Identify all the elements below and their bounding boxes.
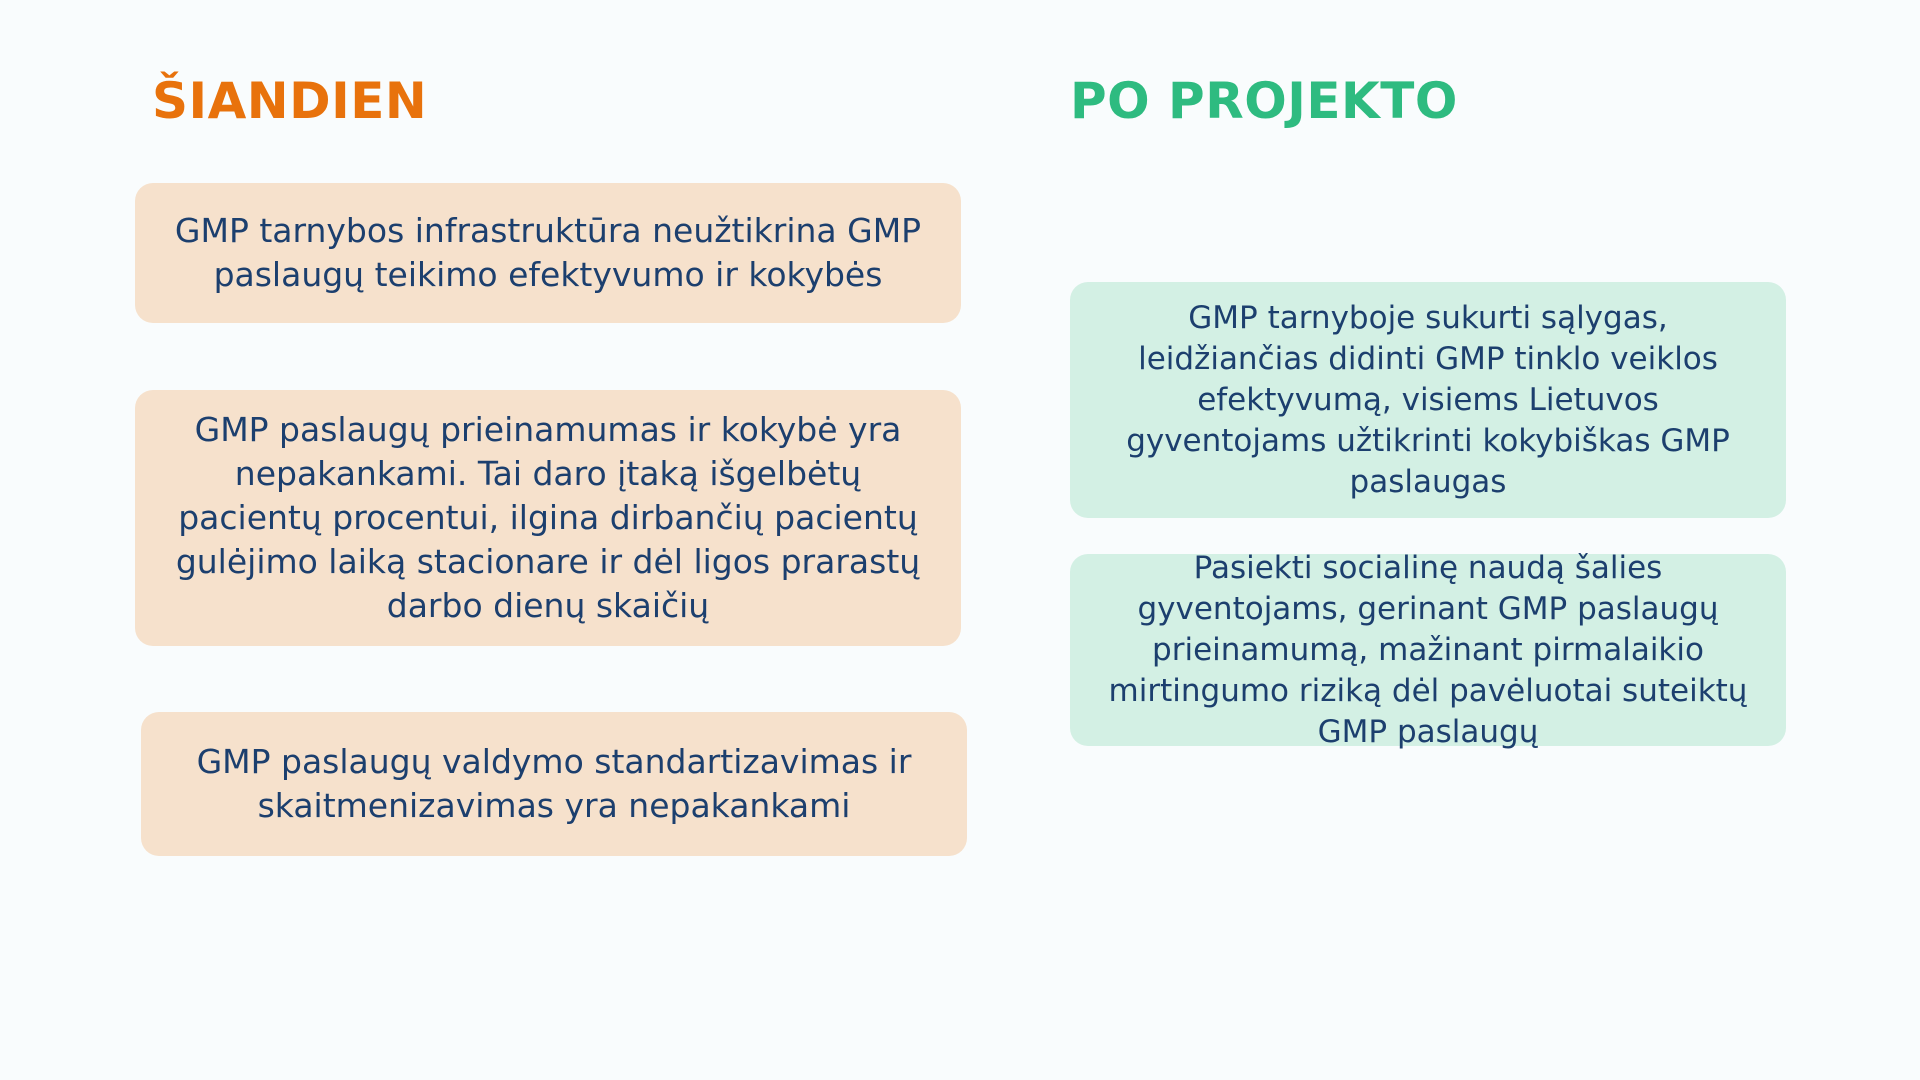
after-card-social-benefit	[1070, 549, 1786, 750]
today-card-standardization	[141, 712, 967, 856]
after-project-heading: PO PROJEKTO	[1070, 72, 1458, 130]
today-card-text: GMP tarnybos infrastruktūra neužtikrina GMP paslaugų teikimo efektyvumo ir kokybės	[174, 211, 922, 294]
after-card-text: Pasiekti socialinę naudą šalies gyventojams, gerinant GMP paslaugų prieinamumą, mažinant pirmalaikio mirtingumo riziką dėl pavėluotai suteiktų GMP paslaugų	[1108, 549, 1748, 750]
today-card-text: GMP paslaugų valdymo standartizavimas ir skaitmenizavimas yra nepakankami	[196, 742, 912, 825]
after-card-text: GMP tarnyboje sukurti sąlygas, leidžiančias didinti GMP tinklo veiklos efektyvumą, visiems Lietuvos gyventojams užtikrinti kokybiškas GMP paslaugas	[1126, 299, 1730, 500]
today-card-text: GMP paslaugų prieinamumas ir kokybė yra nepakankami. Tai daro įtaką išgelbėtų pacientų procentui, ilgina dirbančių pacientų gulėjimo laiką stacionare ir dėl ligos prarastų darbo dienų skaičių	[175, 410, 921, 625]
today-card-accessibility	[135, 390, 961, 646]
today-heading: ŠIANDIEN	[152, 72, 428, 130]
after-card-conditions	[1070, 282, 1786, 518]
today-card-infrastructure	[135, 183, 961, 323]
